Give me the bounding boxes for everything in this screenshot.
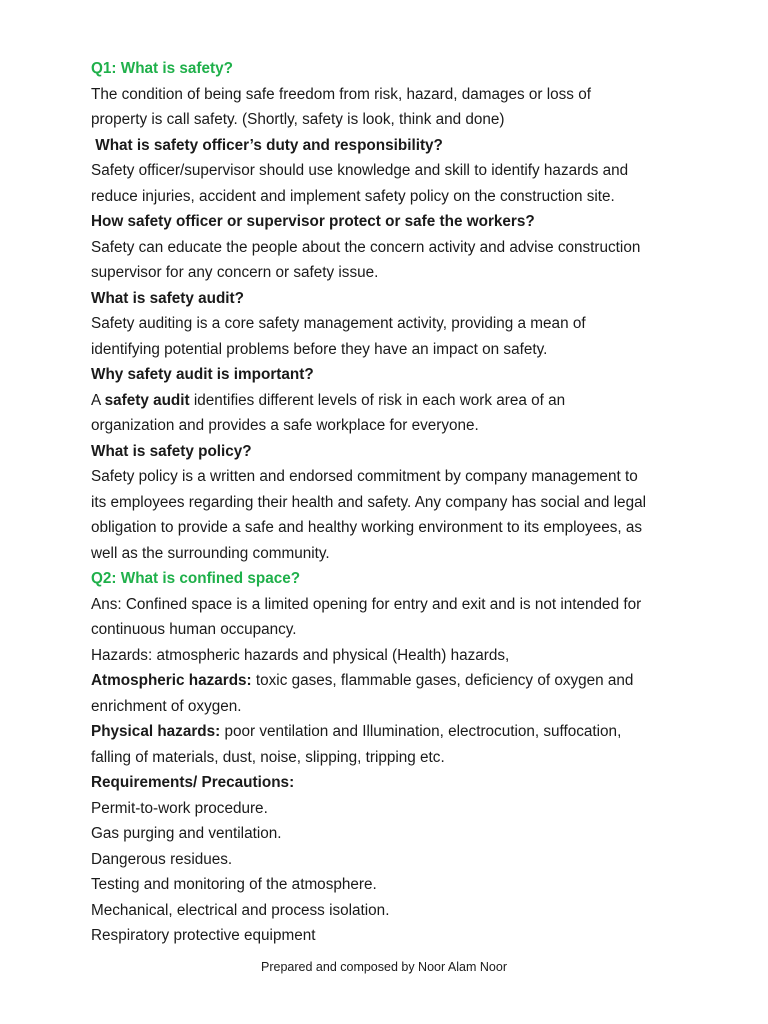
why-prefix: A — [91, 391, 105, 409]
policy-heading: What is safety policy? — [91, 442, 252, 460]
physical-rest: poor ventilation and Illumination, electrocution, suffocation, — [220, 723, 622, 740]
requirement-item: Respiratory protective equipment — [91, 927, 316, 944]
requirement-item: Gas purging and ventilation. — [91, 825, 282, 842]
duty-heading: What is safety officer’s duty and responsibility? — [91, 136, 443, 154]
why-audit-heading: Why safety audit is important? — [91, 366, 314, 383]
policy-answer-line: obligation to provide a safe and healthy working environment to its employees, as — [91, 519, 643, 536]
confined-answer-line: continuous human occupancy. — [91, 621, 297, 638]
protect-answer-line: supervisor for any concern or safety issue. — [91, 264, 379, 281]
audit-heading: What is safety audit? — [91, 289, 244, 307]
policy-answer-line: well as the surrounding community. — [91, 544, 330, 562]
why-audit-answer-line — [91, 388, 691, 414]
protect-heading: How safety officer or supervisor protect or safe the workers? — [91, 213, 535, 230]
hazards-line: Hazards: atmospheric hazards and physical (Health) hazards, — [91, 646, 510, 664]
requirement-item: Dangerous residues. — [91, 850, 233, 868]
why-rest: identifies different levels of risk in each work area of an — [189, 391, 566, 409]
policy-answer-line: its employees regarding their health and safety. Any company has social and legal — [91, 493, 646, 511]
why-audit-answer-line: organization and provides a safe workplace for everyone. — [91, 417, 479, 434]
page-footer: Prepared and composed by Noor Alam Noor — [261, 960, 507, 974]
atmospheric-hazards-line — [91, 668, 691, 694]
duty-answer-line: Safety officer/supervisor should use knowledge and skill to identify hazards and — [91, 162, 629, 179]
atmospheric-label: Atmospheric hazards: — [91, 672, 252, 689]
physical-hazards-line: falling of materials, dust, noise, slipping, tripping etc. — [91, 748, 445, 766]
physical-label: Physical hazards: — [91, 723, 221, 740]
why-bold-term: safety audit — [104, 391, 190, 409]
duty-answer-line: reduce injuries, accident and implement safety policy on the construction site. — [91, 187, 615, 205]
confined-answer-line: Ans: Confined space is a limited opening for entry and exit and is not intended for — [91, 595, 642, 613]
safety-definition-line: The condition of being safe freedom from risk, hazard, damages or loss of — [91, 85, 591, 103]
q1-heading: Q1: What is safety? — [91, 60, 233, 77]
atmospheric-rest: toxic gases, flammable gases, deficiency of oxygen and — [251, 672, 634, 689]
protect-answer-line: Safety can educate the people about the concern activity and advise construction — [91, 238, 641, 256]
atmospheric-hazards-line: enrichment of oxygen. — [91, 697, 242, 715]
audit-answer-line: Safety auditing is a core safety management activity, providing a mean of — [91, 315, 586, 332]
audit-answer-line: identifying potential problems before they have an impact on safety. — [91, 340, 548, 358]
requirement-item: Permit-to-work procedure. — [91, 799, 268, 817]
requirements-heading: Requirements/ Precautions: — [91, 774, 295, 791]
physical-hazards-line — [91, 719, 691, 745]
requirement-item: Testing and monitoring of the atmosphere. — [91, 876, 377, 893]
q2-heading: Q2: What is confined space? — [91, 570, 301, 587]
safety-definition-line: property is call safety. (Shortly, safety is look, think and done) — [91, 111, 505, 128]
document-body — [91, 56, 691, 949]
requirement-item: Mechanical, electrical and process isolation. — [91, 901, 390, 919]
policy-answer-line: Safety policy is a written and endorsed commitment by company management to — [91, 468, 638, 485]
